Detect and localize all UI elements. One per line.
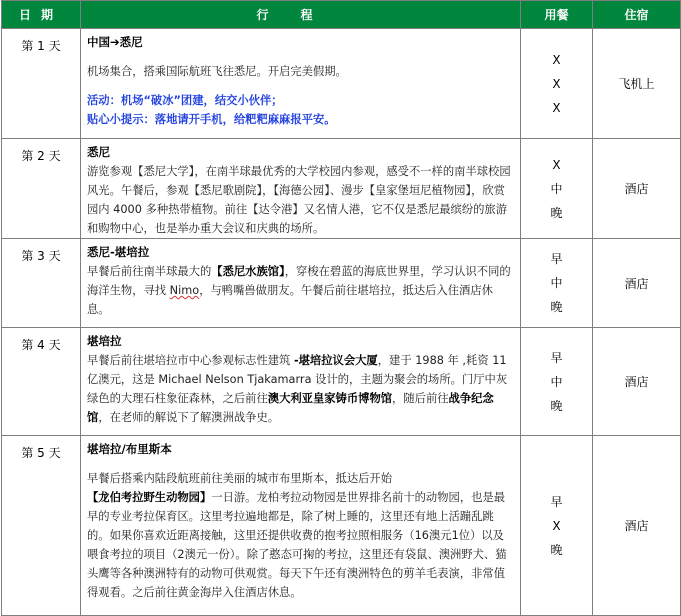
desc-text: ，在老师的解说下了解澳洲战争史。: [98, 411, 280, 424]
day-title: 悉尼-堪培拉: [87, 245, 150, 259]
table-row: [2, 328, 681, 436]
meal-breakfast: 早: [550, 494, 563, 509]
day-desc: [87, 351, 514, 427]
desc-highlight: -堪培拉议会大厦: [293, 354, 378, 367]
desc-text: 早餐后前往南半球最大的: [87, 265, 212, 278]
desc-text: 一日游。龙柏考拉动物园是世界排名前十的动物园，也是最早的专业考拉保育区。这里考拉遍地都是，除了树上睡的，这里还有地上活蹦乱跳的。如果你喜欢近距离接触，这里还提供收费的抱考拉照相服务（16澳元1位）以及喂食考拉的项目（2澳元一份）。除了憨态可掬的考拉，这里还有袋鼠、澳洲野犬、猫头鹰等各种澳洲特有的动物可供观赏。每天下午还有澳洲特色的剪羊毛表演，非常值得观看。之后前往黄金海岸入住酒店休息。: [87, 491, 507, 599]
hotel-cell: 酒店: [593, 139, 681, 239]
header-meals: 用餐: [521, 1, 593, 29]
itinerary-cell: [81, 239, 521, 328]
itinerary-cell: [81, 436, 521, 616]
hotel-cell: 酒店: [593, 328, 681, 436]
day-title: 堪培拉/布里斯本: [87, 442, 172, 456]
meal-lunch: 中: [550, 374, 563, 389]
table-row: [2, 29, 681, 139]
day-label: 第 2 天: [2, 139, 81, 239]
day-desc: 游览参观【悉尼大学】，在南半球最优秀的大学校园内参观，感受不一样的南半球校园风光。午餐后，参观【悉尼歌剧院】，【海德公园】、漫步【皇家堡垣尼植物园】，欣赏园内 4000 多种热带植物。前往【达令港】又名情人港，它不仅是悉尼最缤纷的旅游和购物中心，也是举办重大会议和庆典的场所。: [87, 165, 511, 235]
day-desc: [87, 262, 514, 319]
meal-lunch: 中: [550, 181, 563, 196]
meal-breakfast: 早: [550, 252, 563, 266]
desc-highlight: 澳大利亚皇家铸币博物馆: [267, 392, 393, 405]
table-row: [2, 239, 681, 328]
itinerary-table: [1, 0, 681, 616]
day-title: 悉尼: [87, 145, 110, 159]
desc-text: ，建于 1988 年 ,耗资 11 亿澳元，这是 Michael Nelson Tjakamarra 设计的，主题为聚会的场所。门厅中灰绿色的大理石柱象征森林，之后前往: [87, 354, 508, 405]
desc-highlight: 【龙伯考拉野生动物园】: [87, 491, 212, 504]
table-row: [2, 139, 681, 239]
meals-cell: [521, 239, 593, 328]
day-title: 中国➔悉尼: [87, 35, 143, 49]
header-day: 日期: [2, 1, 81, 29]
meal-breakfast: X: [552, 157, 561, 172]
desc-text: ，随后前往: [392, 392, 449, 405]
meals-cell: [521, 436, 593, 616]
desc-text: ，穿梭在碧蓝的海底世界里，学习认识不同的海洋生物，寻找: [87, 265, 511, 297]
desc-nimo: Nimo: [169, 284, 200, 297]
desc-text: 早餐后搭乘内陆段航班前往美丽的城市布里斯本，抵达后开始: [87, 472, 393, 485]
day-label: 第 3 天: [2, 239, 81, 328]
day-label: 第 1 天: [2, 29, 81, 139]
itinerary-cell: [81, 29, 521, 139]
meal-dinner: 晚: [550, 205, 563, 220]
tip-note: 贴心小提示：落地请开手机，给粑粑麻麻报平安。: [87, 113, 336, 126]
desc-text: ，与鸭嘴兽做朋友。午餐后前往堪培拉，抵达后入住酒店休息。: [87, 284, 493, 316]
meal-lunch: X: [552, 76, 561, 91]
header-hotel: 住宿: [593, 1, 681, 29]
desc-text: 早餐后前往堪培拉市中心参观标志性建筑: [87, 354, 294, 367]
meal-breakfast: X: [552, 52, 561, 67]
day-label: 第 4 天: [2, 328, 81, 436]
hotel-cell: 酒店: [593, 436, 681, 616]
meal-dinner: X: [552, 100, 561, 115]
activity-note: 活动：机场“破冰”团建，结交小伙伴；: [87, 94, 283, 107]
day-desc: [87, 469, 514, 602]
day-title: 堪培拉: [87, 334, 122, 348]
meal-lunch: X: [552, 518, 561, 533]
desc-highlight: 战争纪念馆: [87, 392, 494, 424]
meals-cell: [521, 328, 593, 436]
meal-dinner: 晚: [550, 300, 563, 314]
itinerary-cell: [81, 328, 521, 436]
hotel-cell: 飞机上: [593, 29, 681, 139]
meal-lunch: 中: [550, 276, 563, 290]
meal-dinner: 晚: [550, 542, 563, 557]
desc-highlight: 【悉尼水族馆】: [211, 265, 285, 278]
day-label: 第 5 天: [2, 436, 81, 616]
header-itinerary: 行程: [81, 1, 521, 29]
meal-dinner: 晚: [550, 398, 563, 413]
meal-breakfast: 早: [550, 350, 563, 365]
hotel-cell: 酒店: [593, 239, 681, 328]
day-desc: 机场集合，搭乘国际航班飞往悉尼。开启完美假期。: [87, 65, 347, 78]
meals-cell: [521, 139, 593, 239]
header-row: [2, 1, 681, 29]
table-row: [2, 436, 681, 616]
meals-cell: [521, 29, 593, 139]
itinerary-cell: [81, 139, 521, 239]
